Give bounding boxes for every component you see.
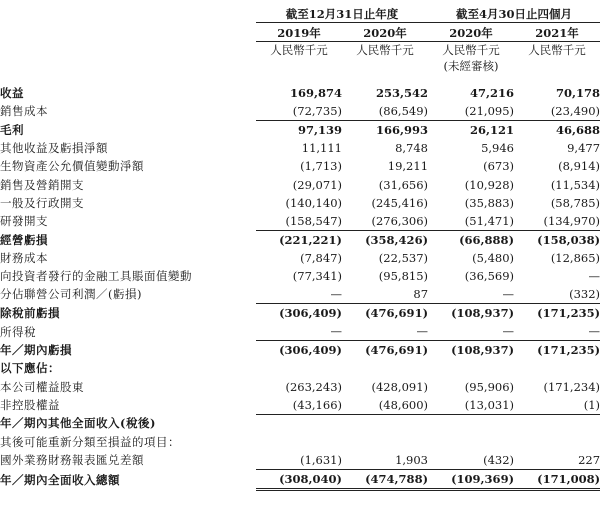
year-header-3: 2020年: [428, 23, 514, 42]
value-cell: [514, 359, 600, 377]
value-cell: (308,040): [256, 469, 342, 489]
row-selling-marketing-expenses: [0, 175, 600, 193]
value-cell: (29,071): [292, 177, 342, 192]
year-header-2: 2020年: [342, 23, 428, 42]
row-label: 其他收益及虧損淨額: [0, 141, 108, 156]
value-cell: (7,847): [300, 250, 342, 265]
value-cell: (306,409): [279, 343, 342, 358]
value-cell: 26,121: [470, 123, 515, 138]
value-cell: 87: [342, 285, 428, 304]
value-cell: (171,235): [537, 306, 600, 321]
value-cell: (31,656): [378, 177, 429, 192]
row-operating-loss: [0, 230, 600, 249]
value-cell: (77,341): [292, 268, 342, 283]
value-cell: (332): [514, 285, 600, 304]
row-label: 毛利: [0, 122, 24, 137]
row-label: 生物資產公允價值變動淨額: [0, 159, 144, 174]
value-cell: [514, 433, 600, 451]
row-loss-before-tax: [0, 304, 600, 323]
value-cell: (21,095): [428, 102, 514, 121]
row-label: 國外業務財務報表匯兑差額: [0, 453, 144, 468]
value-cell: 97,139: [297, 123, 342, 138]
row-income-tax: [0, 322, 600, 341]
value-cell: (263,243): [285, 379, 342, 394]
row-associate-profit-loss: [0, 285, 600, 304]
value-cell: [256, 433, 342, 451]
row-label: 非控股權益: [0, 397, 60, 412]
value-cell: (95,815): [378, 268, 429, 283]
row-reclassifiable-items: [0, 433, 600, 451]
row-non-controlling-interests: [0, 396, 600, 415]
row-label: 所得稅: [0, 324, 36, 339]
value-cell: —: [342, 322, 428, 341]
row-label: 年／期內虧損: [0, 343, 72, 358]
audit-note-row: [0, 58, 600, 74]
value-cell: 70,178: [556, 86, 600, 101]
row-label: 其後可能重新分類至損益的項目：: [0, 434, 180, 449]
value-cell: 11,111: [301, 141, 342, 156]
year-header-row: [0, 23, 600, 42]
row-label: 財務成本: [0, 250, 48, 265]
value-cell: (86,549): [342, 102, 428, 121]
row-cost-of-sales: [0, 102, 600, 121]
value-cell: (245,416): [371, 195, 429, 210]
row-label: 年／期內其他全面收入(稅後): [0, 416, 156, 431]
unaudited-note: (未經審核): [443, 59, 499, 73]
value-cell: —: [514, 322, 600, 341]
value-cell: (171,235): [537, 343, 600, 358]
row-bio-asset-fv-change: [0, 157, 600, 175]
row-finance-costs: [0, 249, 600, 267]
value-cell: (474,788): [342, 469, 428, 489]
value-cell: (134,970): [514, 212, 600, 231]
value-cell: 1,903: [342, 451, 428, 470]
value-cell: (108,937): [451, 343, 515, 358]
row-label: 銷售成本: [0, 104, 48, 119]
row-revenue: [0, 84, 600, 102]
value-cell: (13,031): [428, 396, 514, 415]
row-fx-translation-difference: [0, 451, 600, 470]
value-cell: [256, 414, 342, 433]
value-cell: (476,691): [365, 306, 429, 321]
value-cell: (358,426): [365, 232, 429, 247]
row-financial-instrument-change: [0, 267, 600, 285]
value-cell: (11,534): [550, 177, 600, 192]
value-cell: [428, 359, 514, 377]
row-label: 本公司權益股東: [0, 379, 84, 394]
row-other-comprehensive-income: [0, 414, 600, 433]
row-attributable-to: [0, 359, 600, 377]
row-loss-for-period: [0, 341, 600, 360]
value-cell: (48,600): [342, 396, 428, 415]
unit-header-2: 人民幣千元: [356, 43, 414, 57]
value-cell: —: [428, 322, 514, 341]
value-cell: (108,937): [451, 306, 515, 321]
row-label: 一般及行政開支: [0, 195, 84, 210]
value-cell: (23,490): [514, 102, 600, 121]
value-cell: (276,306): [342, 212, 428, 231]
row-label: 除稅前虧損: [0, 305, 60, 320]
unit-header-4: 人民幣千元: [528, 43, 586, 57]
value-cell: 5,946: [481, 141, 515, 156]
value-cell: —: [428, 285, 514, 304]
value-cell: (140,140): [285, 195, 342, 210]
value-cell: (476,691): [365, 343, 429, 358]
row-label: 收益: [0, 86, 24, 101]
value-cell: —: [256, 322, 342, 341]
value-cell: 46,688: [556, 123, 600, 138]
value-cell: (171,008): [514, 469, 600, 489]
value-cell: (158,547): [256, 212, 342, 231]
value-cell: (12,865): [550, 250, 600, 265]
unit-header-row: [0, 42, 600, 59]
value-cell: (8,914): [558, 159, 600, 174]
value-cell: [342, 414, 428, 433]
row-admin-expenses: [0, 194, 600, 212]
year-header-4: 2021年: [514, 23, 600, 42]
value-cell: (432): [428, 451, 514, 470]
value-cell: (428,091): [371, 379, 429, 394]
unit-header-1: 人民幣千元: [270, 43, 328, 57]
value-cell: —: [256, 285, 342, 304]
value-cell: 9,477: [567, 141, 600, 156]
row-total-comprehensive-income: [0, 469, 600, 489]
value-cell: [342, 359, 428, 377]
value-cell: (22,537): [378, 250, 429, 265]
value-cell: (43,166): [256, 396, 342, 415]
period-header-row: [0, 0, 600, 23]
value-cell: (171,234): [543, 379, 600, 394]
value-cell: 166,993: [376, 123, 429, 138]
value-cell: (673): [483, 159, 515, 174]
value-cell: 227: [514, 451, 600, 470]
value-cell: (35,883): [464, 195, 515, 210]
value-cell: (5,480): [472, 250, 515, 265]
value-cell: 253,542: [376, 86, 429, 101]
value-cell: —: [588, 268, 600, 283]
value-cell: (72,735): [256, 102, 342, 121]
statement-body: [0, 84, 600, 490]
row-label: 以下應佔：: [0, 361, 60, 376]
row-label: 年／期內全面收入總額: [0, 472, 120, 487]
value-cell: (306,409): [279, 306, 342, 321]
row-other-gains-losses: [0, 139, 600, 157]
value-cell: (58,785): [550, 195, 600, 210]
value-cell: (1): [514, 396, 600, 415]
value-cell: (66,888): [459, 232, 515, 247]
period-months-header: 截至4月30日止四個月: [428, 0, 600, 23]
value-cell: (1,631): [256, 451, 342, 470]
row-label: 研發開支: [0, 213, 48, 228]
value-cell: 47,216: [470, 86, 515, 101]
value-cell: (36,569): [464, 268, 515, 283]
row-equity-shareholders: [0, 378, 600, 396]
row-label: 經營虧損: [0, 232, 48, 247]
value-cell: [428, 433, 514, 451]
value-cell: (95,906): [464, 379, 515, 394]
value-cell: [514, 414, 600, 433]
value-cell: [428, 414, 514, 433]
value-cell: (221,221): [279, 232, 342, 247]
value-cell: (10,928): [464, 177, 515, 192]
period-year-header: 截至12月31日止年度: [256, 0, 428, 23]
value-cell: (51,471): [428, 212, 514, 231]
value-cell: 8,748: [395, 141, 429, 156]
value-cell: (158,038): [537, 232, 600, 247]
unit-header-3: 人民幣千元: [442, 43, 500, 57]
value-cell: [342, 433, 428, 451]
value-cell: (1,713): [300, 159, 342, 174]
value-cell: (109,369): [428, 469, 514, 489]
row-label: 向投資者發行的金融工具賬面值變動: [0, 268, 192, 283]
row-label: 分佔聯營公司利潤／(虧損): [0, 287, 142, 302]
row-label: 銷售及營銷開支: [0, 177, 84, 192]
year-header-1: 2019年: [256, 23, 342, 42]
row-rnd-expenses: [0, 212, 600, 231]
value-cell: 169,874: [289, 86, 342, 101]
row-gross-profit: [0, 121, 600, 140]
value-cell: 19,211: [387, 159, 429, 174]
value-cell: [256, 359, 342, 377]
